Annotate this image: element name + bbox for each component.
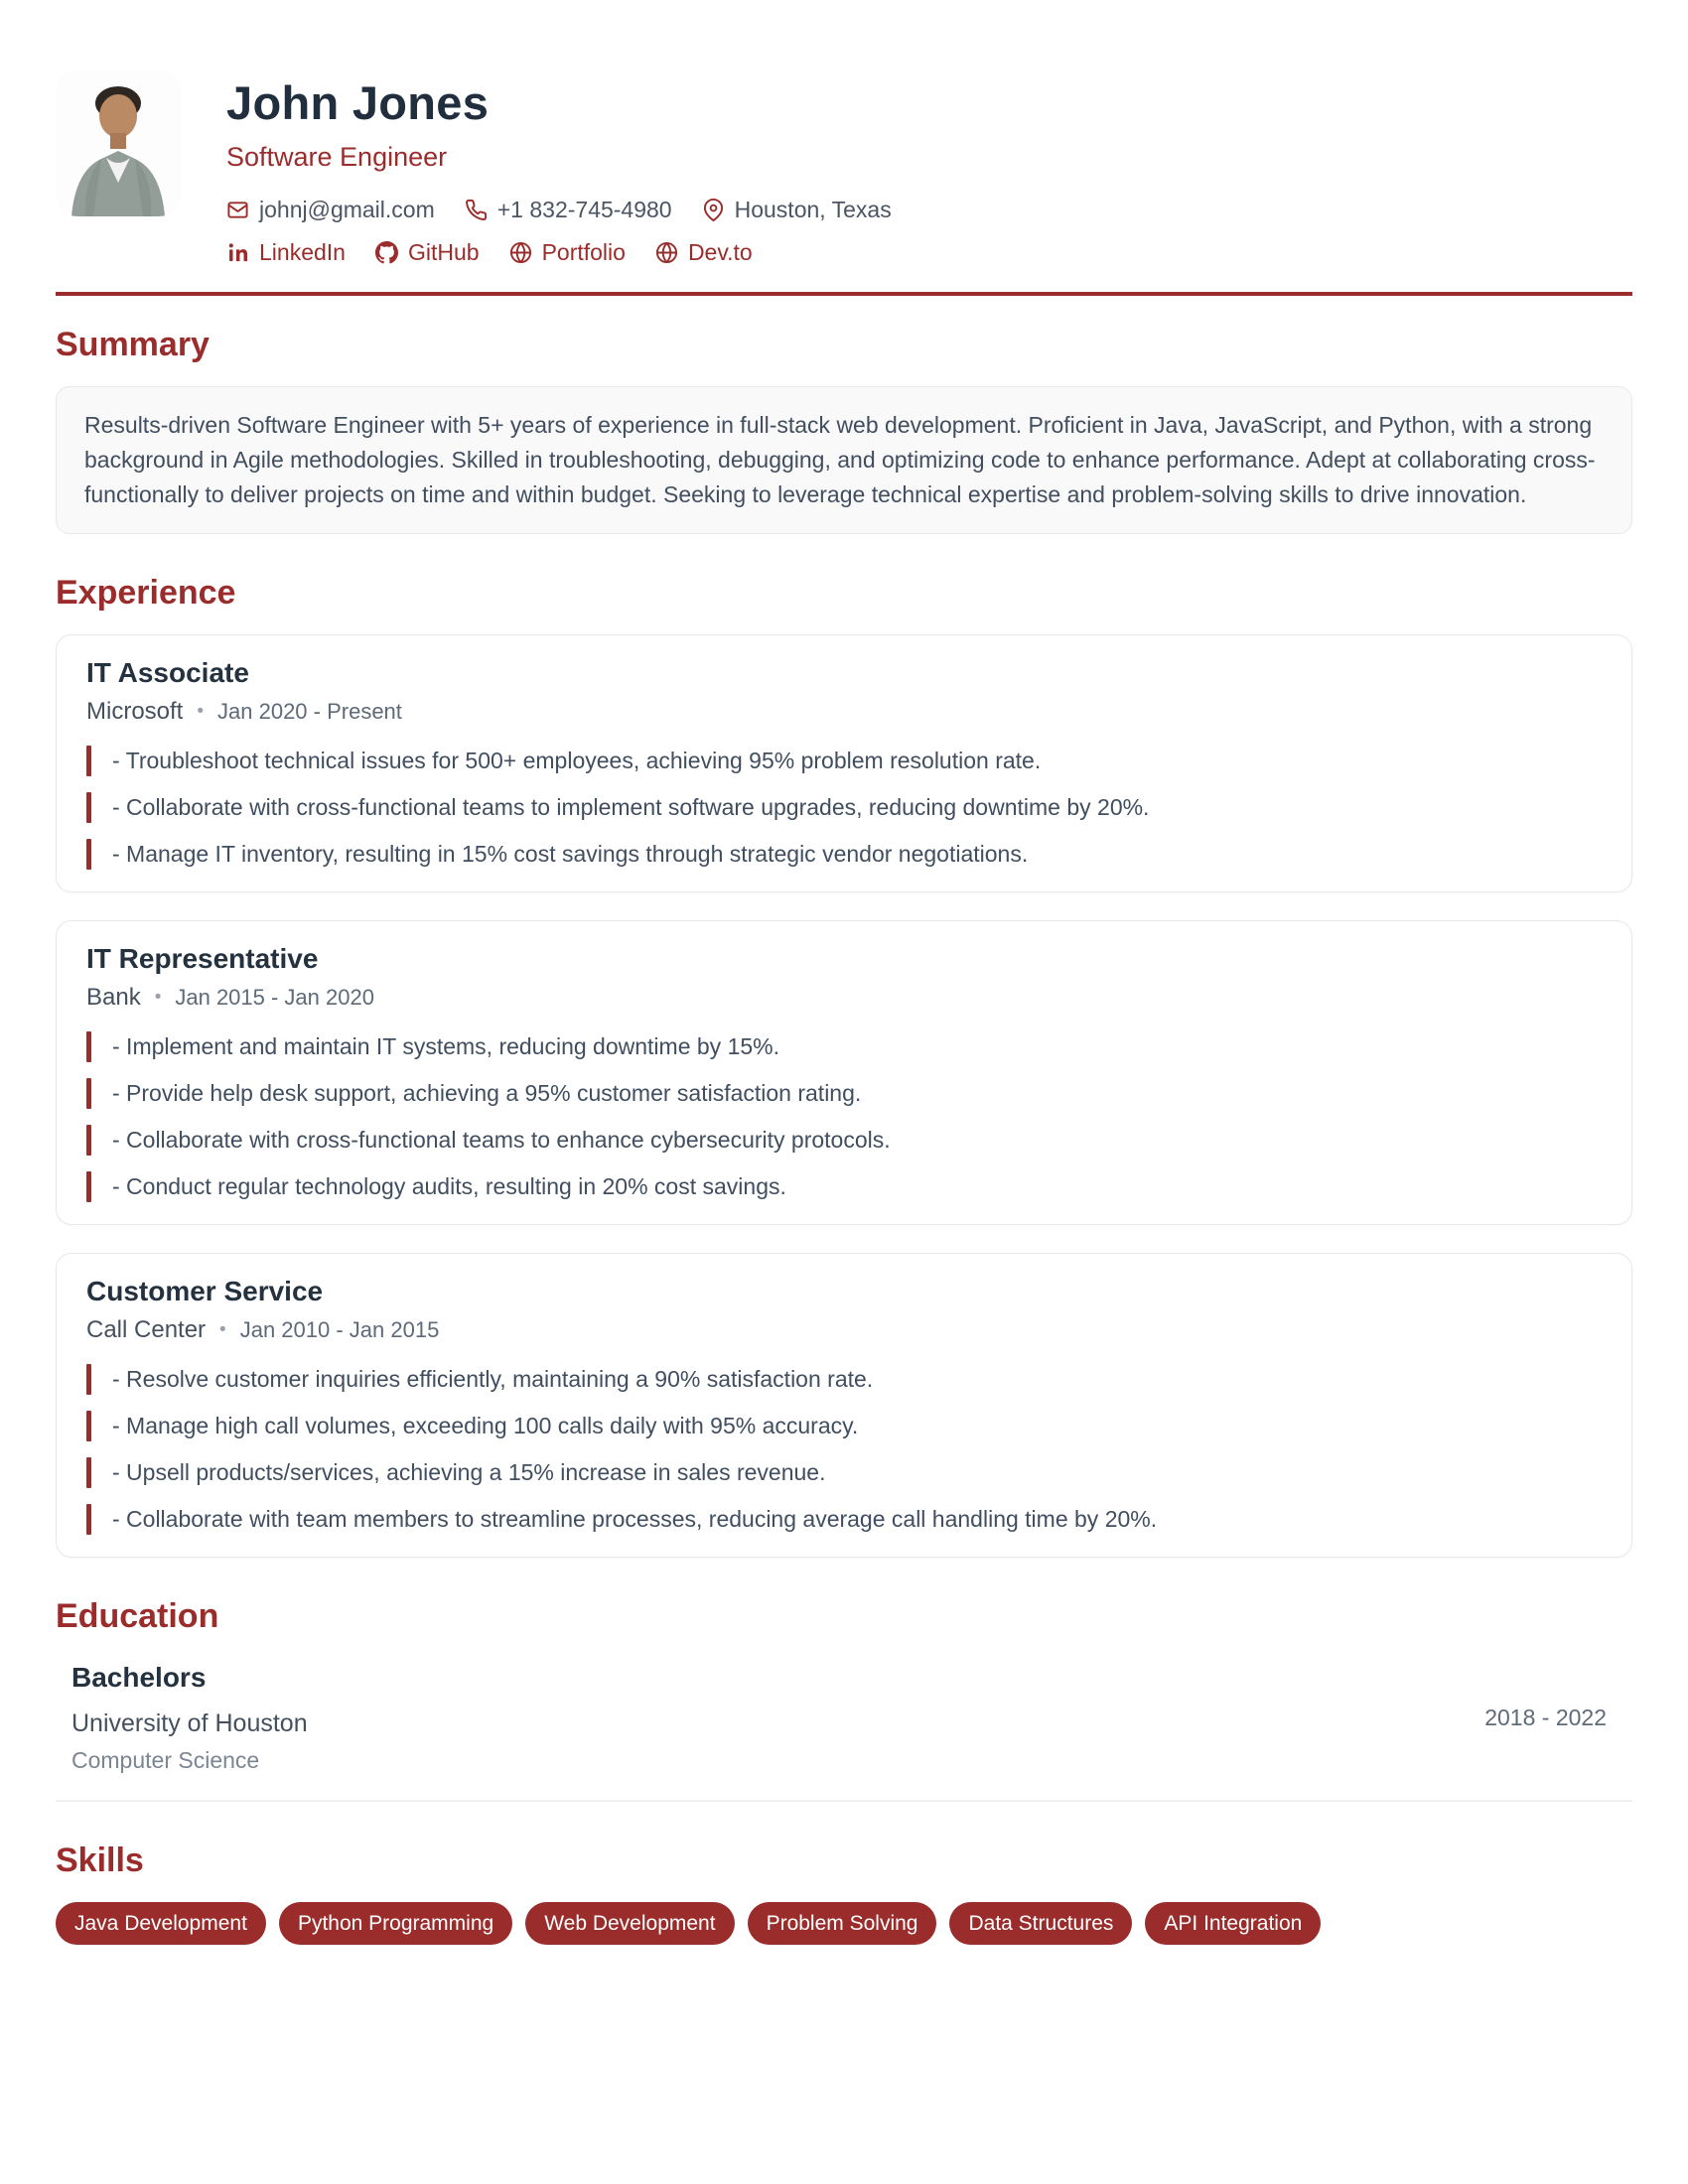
- job-meta: [86, 1316, 1602, 1344]
- skill-chip: Java Development: [56, 1902, 266, 1945]
- bullet-marker: [86, 839, 91, 870]
- linkedin-icon: [226, 241, 249, 264]
- bullet-marker: [86, 1171, 91, 1202]
- meta-separator: •: [219, 1319, 226, 1340]
- experience-card: [56, 920, 1632, 1225]
- skill-chip: Web Development: [525, 1902, 734, 1945]
- skills-heading: Skills: [56, 1842, 144, 1879]
- bullet-text: - Provide help desk support, achieving a 95% customer satisfaction rating.: [112, 1080, 862, 1106]
- bullet-marker: [86, 1125, 91, 1156]
- meta-separator: •: [154, 987, 162, 1008]
- contact-label: +1 832-745-4980: [496, 197, 672, 222]
- link-label: LinkedIn: [259, 239, 346, 265]
- bullet-marker: [86, 792, 91, 823]
- company-name: Call Center: [86, 1316, 207, 1343]
- bullet-text: - Manage IT inventory, resulting in 15% cost savings through strategic vendor negotiations.: [112, 841, 1029, 867]
- date-range: Jan 2010 - Jan 2015: [239, 1317, 440, 1342]
- bullet-item: [86, 839, 1602, 870]
- bullet-marker: [86, 1411, 91, 1441]
- bullet-marker: [86, 1364, 91, 1395]
- link-portfolio[interactable]: [509, 239, 626, 266]
- avatar: [56, 69, 181, 216]
- summary-heading: Summary: [56, 326, 210, 363]
- skill-chip: API Integration: [1145, 1902, 1321, 1945]
- meta-separator: •: [197, 701, 205, 722]
- experience-card: [56, 1253, 1632, 1558]
- education-entry: [56, 1658, 1632, 1802]
- bullet-marker: [86, 746, 91, 776]
- bullet-marker: [86, 1031, 91, 1062]
- job-title: Customer Service: [86, 1276, 324, 1306]
- bullet-item: [86, 1078, 1602, 1109]
- bullet-text: - Manage high call volumes, exceeding 100 calls daily with 95% accuracy.: [112, 1413, 859, 1438]
- education-heading: Education: [56, 1597, 219, 1635]
- job-meta: [86, 698, 1602, 726]
- experience-heading: Experience: [56, 574, 236, 612]
- education-details: [71, 1662, 308, 1774]
- contact-label: johnj@gmail.com: [259, 197, 435, 222]
- phone-icon: [465, 199, 488, 221]
- globe-icon: [509, 241, 532, 264]
- bullet-item: [86, 1171, 1602, 1202]
- experience-section: [56, 574, 1632, 1558]
- skills-list: [56, 1902, 1632, 1945]
- contact-row: [226, 197, 892, 223]
- bullet-text: - Conduct regular technology audits, resulting in 20% cost savings.: [112, 1173, 786, 1199]
- bullet-text: - Collaborate with cross-functional teams to implement software upgrades, reducing downtime by 20%.: [112, 794, 1150, 820]
- contact-label: Houston, Texas: [734, 197, 892, 222]
- bullet-item: [86, 1457, 1602, 1488]
- bullet-marker: [86, 1504, 91, 1535]
- resume-header: [56, 69, 1632, 266]
- job-title: IT Associate: [86, 657, 249, 688]
- date-range: Jan 2015 - Jan 2020: [175, 985, 374, 1010]
- skill-chip: Problem Solving: [748, 1902, 937, 1945]
- github-icon: [375, 241, 398, 264]
- skills-section: [56, 1842, 1632, 1945]
- globe-icon: [655, 241, 678, 264]
- education-section: [56, 1597, 1632, 1802]
- education-degree: Bachelors: [71, 1662, 207, 1693]
- experience-list: [56, 634, 1632, 1558]
- location-icon: [702, 199, 725, 221]
- bullet-item: [86, 1411, 1602, 1441]
- header-divider: [56, 292, 1632, 296]
- bullet-item: [86, 1125, 1602, 1156]
- person-title: Software Engineer: [226, 142, 448, 172]
- email-icon: [226, 199, 249, 221]
- bullet-item: [86, 792, 1602, 823]
- company-name: Bank: [86, 984, 141, 1011]
- job-meta: [86, 984, 1602, 1012]
- avatar-photo: [56, 69, 181, 216]
- date-range: Jan 2020 - Present: [217, 699, 402, 724]
- education-school: University of Houston: [71, 1709, 308, 1737]
- skill-chip: Python Programming: [279, 1902, 512, 1945]
- bullet-item: [86, 1364, 1602, 1395]
- bullet-marker: [86, 1078, 91, 1109]
- bullet-text: - Implement and maintain IT systems, reducing downtime by 15%.: [112, 1033, 779, 1059]
- contact-phone[interactable]: [465, 197, 672, 223]
- bullet-marker: [86, 1457, 91, 1488]
- experience-card: [56, 634, 1632, 892]
- summary-section: [56, 326, 1632, 534]
- bullet-text: - Resolve customer inquiries efficiently, maintaining a 90% satisfaction rate.: [112, 1366, 874, 1392]
- bullet-text: - Collaborate with team members to streamline processes, reducing average call handling time by 20%.: [112, 1506, 1158, 1532]
- education-field: Computer Science: [71, 1747, 260, 1773]
- link-linkedin[interactable]: [226, 239, 346, 266]
- job-title: IT Representative: [86, 943, 319, 974]
- company-name: Microsoft: [86, 698, 184, 725]
- skill-chip: Data Structures: [949, 1902, 1132, 1945]
- bullet-text: - Collaborate with cross-functional teams to enhance cybersecurity protocols.: [112, 1127, 891, 1153]
- link-label: GitHub: [407, 239, 480, 265]
- bullet-text: - Troubleshoot technical issues for 500+ employees, achieving 95% problem resolution rate.: [112, 748, 1042, 773]
- person-name: John Jones: [226, 76, 490, 129]
- bullet-item: [86, 746, 1602, 776]
- link-github[interactable]: [375, 239, 480, 266]
- link-devto[interactable]: [655, 239, 753, 266]
- bullet-item: [86, 1504, 1602, 1535]
- education-dates: 2018 - 2022: [1484, 1705, 1607, 1730]
- contact-email[interactable]: [226, 197, 435, 223]
- link-label: Dev.to: [687, 239, 753, 265]
- summary-text: Results-driven Software Engineer with 5+ years of experience in full-stack web development. Proficient in Java, JavaScript, and Python, with a strong background in Agile methodologies. Skilled in troubleshooting, debugging, and optimizing code to enhance performance. Adept at collaborating cross-functionally to deliver projects on time and within budget. Seeking to leverage technical expertise and problem-solving skills to drive innovation.: [84, 412, 1596, 507]
- header-text: [226, 69, 892, 266]
- summary-box: [56, 386, 1632, 534]
- contact-location: [702, 197, 892, 223]
- link-label: Portfolio: [541, 239, 626, 265]
- links-row: [226, 239, 892, 266]
- bullet-item: [86, 1031, 1602, 1062]
- bullet-text: - Upsell products/services, achieving a 15% increase in sales revenue.: [112, 1459, 826, 1485]
